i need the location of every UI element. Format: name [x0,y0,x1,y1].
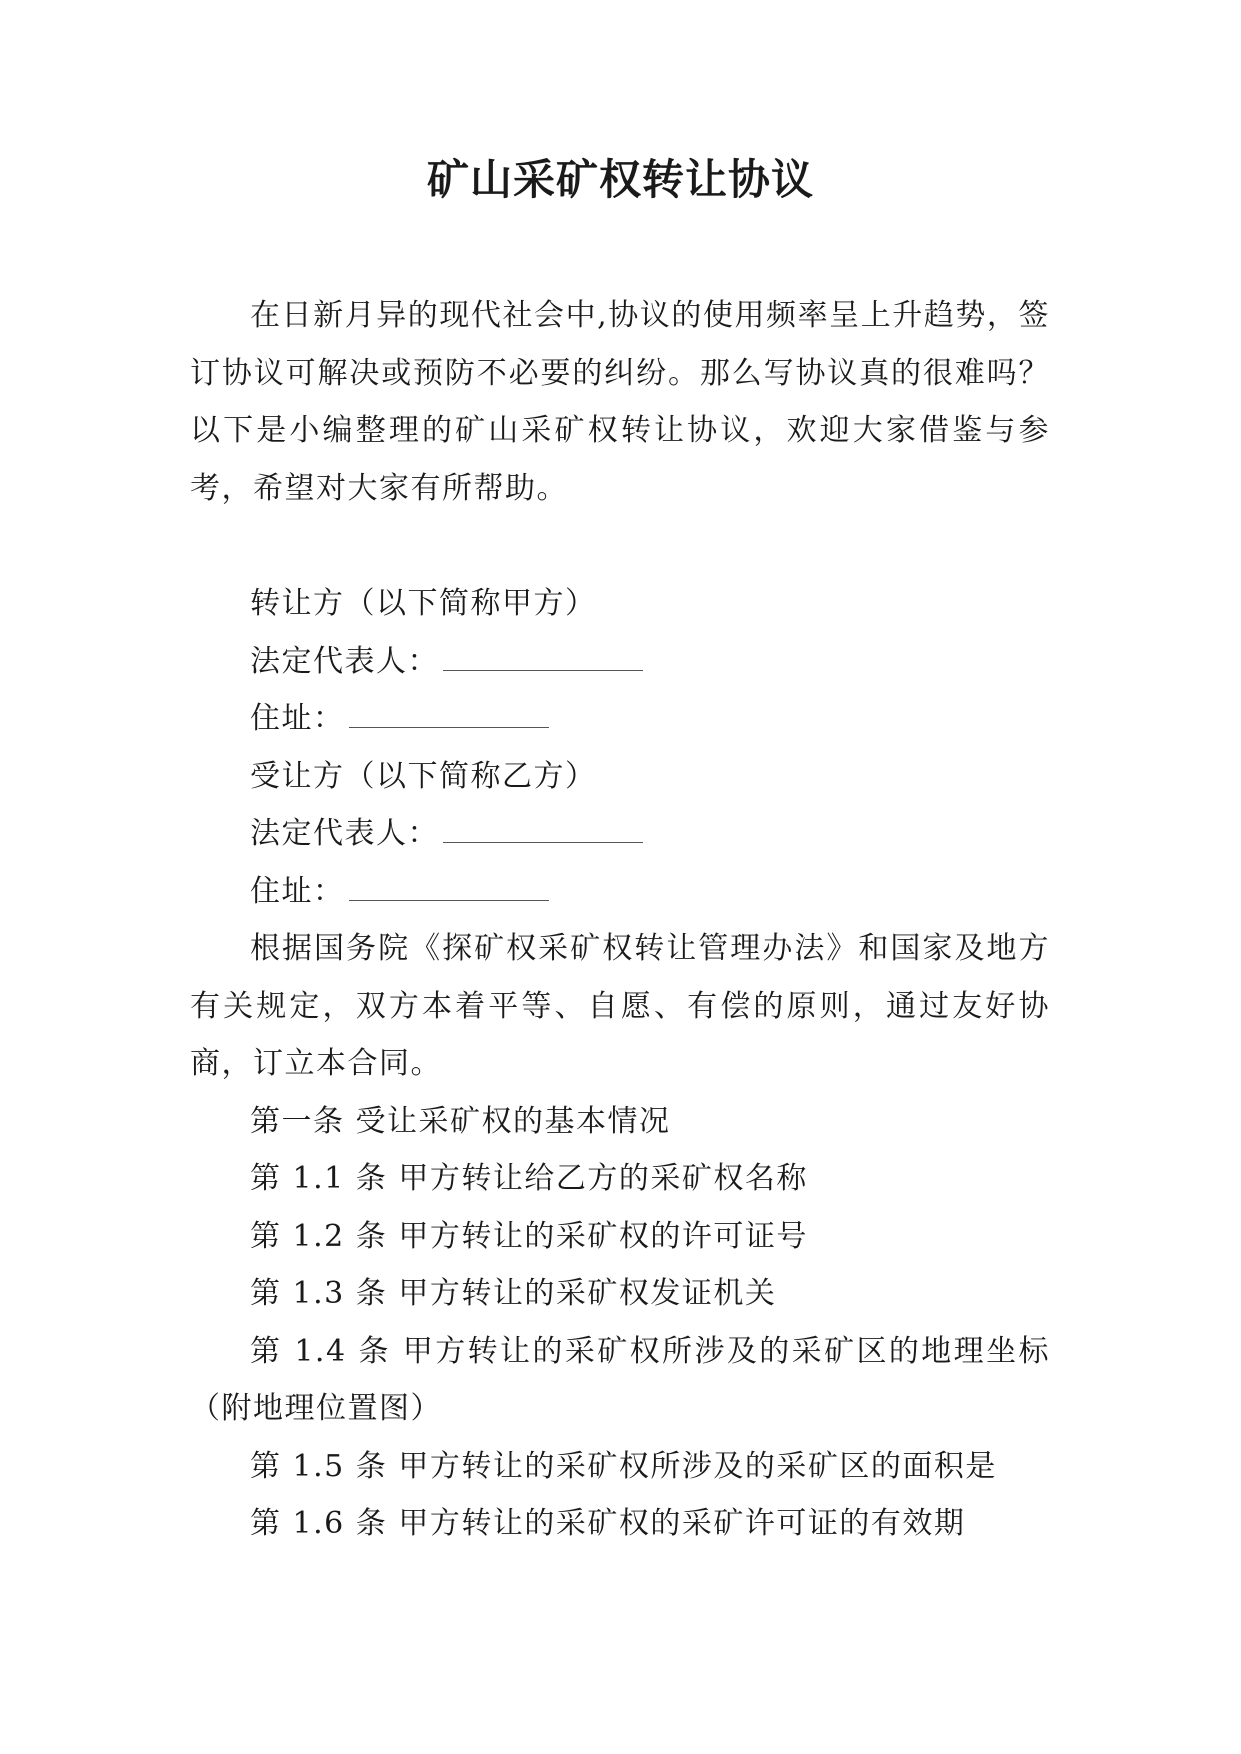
transferor-line: 转让方（以下简称甲方） [250,586,597,621]
document-body [190,287,1050,1553]
transferor-rep-blank [443,646,643,671]
article-1-3: 第 1.3 条 甲方转让的采矿权发证机关 [250,1276,777,1311]
transferee-addr-blank [349,876,549,901]
transferee-rep-label: 法定代表人： [250,816,439,851]
transferee-line: 受让方（以下简称乙方） [250,758,597,794]
transferee-rep-line [190,805,1050,863]
paragraph-spacer [190,517,1050,575]
article-1-4: 第 1.4 条 甲方转让的采矿权所涉及的采矿区的地理坐标（附地理位置图） [190,1333,1050,1426]
intro-paragraph: 在日新月异的现代社会中,协议的使用频率呈上升趋势，签订协议可解决或预防不必要的纠纷。那么写协议真的很难吗？以下是小编整理的矿山采矿权转让协议，欢迎大家借鉴与参考，希望对大家有所帮助。 [190,298,1050,506]
article-1-2: 第 1.2 条 甲方转让的采矿权的许可证号 [250,1218,808,1254]
transferor-addr-line [190,690,1050,748]
article-1-5: 第 1.5 条 甲方转让的采矿权所涉及的采矿区的面积是 [250,1448,997,1484]
transferor-rep-line [190,633,1050,691]
article-1: 第一条 受让采矿权的基本情况 [250,1103,671,1139]
document-title: 矿山采矿权转让协议 [426,155,814,204]
transferor-addr-label: 住址： [250,701,345,736]
transferee-addr-line [190,863,1050,921]
article-1-1: 第 1.1 条 甲方转让给乙方的采矿权名称 [250,1161,808,1196]
transferee-rep-blank [443,818,643,843]
transferor-rep-label: 法定代表人： [250,643,439,679]
transferor-addr-blank [349,703,549,728]
transferee-addr-label: 住址： [250,873,345,909]
basis-paragraph: 根据国务院《探矿权采矿权转让管理办法》和国家及地方有关规定，双方本着平等、自愿、有偿的原则，通过友好协商，订立本合同。 [190,931,1050,1081]
article-1-6: 第 1.6 条 甲方转让的采矿权的采矿许可证的有效期 [250,1506,966,1541]
